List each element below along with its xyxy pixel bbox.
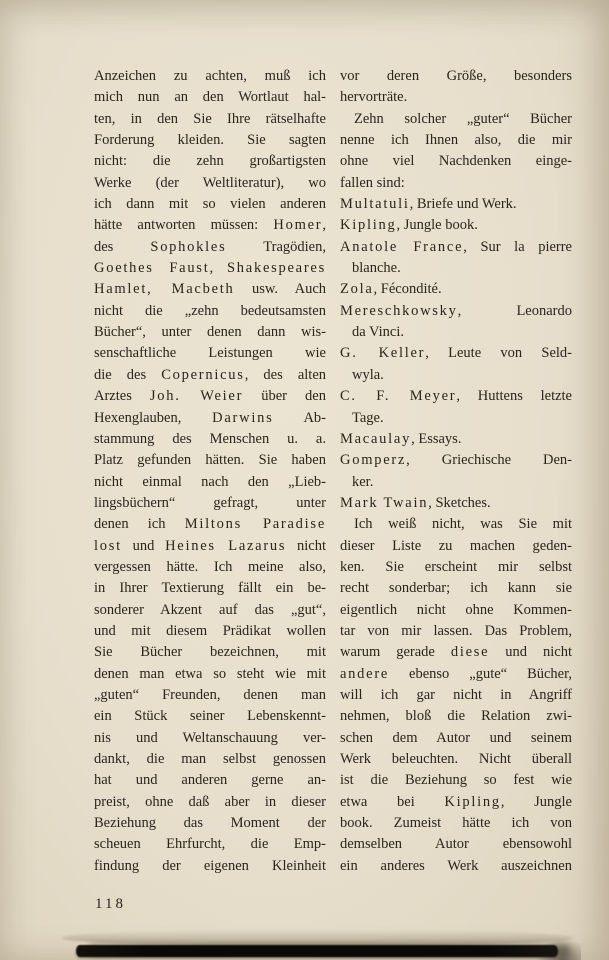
text-run: demselben Autor ebensowohl: [340, 836, 572, 853]
text-run: und: [121, 537, 166, 554]
text-run: stammung des Menschen u. a.: [94, 430, 326, 447]
text-columns: [94, 66, 572, 877]
text-run: nicht: die zehn großartigsten: [94, 153, 326, 170]
text-line: [340, 215, 572, 236]
text-run: ohne viel Nachdenken einge-: [340, 153, 572, 170]
emphasized-text-run: Anatole France: [340, 238, 464, 255]
text-line: [340, 472, 572, 493]
text-run: nenne ich Ihnen also, die mir: [340, 132, 572, 149]
text-run: Tragödien,: [226, 238, 326, 255]
page-curve-shadow: [62, 930, 573, 946]
emphasized-text-run: Heines Lazarus: [165, 537, 287, 554]
text-line: [94, 578, 326, 599]
emphasized-text-run: lost: [94, 537, 122, 554]
text-run: und mit diesem Prädikat wollen: [94, 622, 326, 639]
text-run: book. Zumeist hätte ich von: [340, 815, 572, 832]
text-run: „guten“ Freunden, denen man: [94, 686, 326, 703]
emphasized-text-run: Kipling: [340, 217, 397, 234]
text-line: [94, 151, 326, 172]
text-line: [340, 237, 572, 258]
text-run: dieser Liste zu machen geden-: [340, 537, 572, 554]
text-line: [340, 151, 572, 172]
text-line: [94, 301, 326, 322]
text-line: [340, 685, 572, 706]
text-run: ebenso „gute“ Bücher,: [389, 665, 572, 682]
text-line: [340, 813, 572, 834]
text-run: , Essays.: [411, 430, 462, 447]
emphasized-text-run: G. Keller: [340, 345, 426, 362]
text-line: [94, 173, 326, 194]
text-line: [340, 728, 572, 749]
text-run: denen ich: [94, 516, 185, 533]
text-line: [94, 664, 326, 685]
text-run: Forderung kleiden. Sie sagten: [94, 132, 326, 149]
text-line: [340, 194, 572, 215]
text-line: [340, 173, 572, 194]
text-run: usw. Auch: [234, 281, 327, 298]
emphasized-text-run: Hamlet, Macbeth: [94, 281, 235, 298]
emphasized-text-run: Homer: [273, 217, 323, 234]
text-run: denen man etwa so steht wie mit: [94, 665, 326, 682]
text-line: [94, 258, 326, 279]
text-line: [340, 258, 572, 279]
text-run: , Fécondité.: [373, 281, 442, 298]
text-line: [94, 493, 326, 514]
text-line: [94, 365, 326, 386]
text-run: sonderer Akzent auf das „gut“,: [94, 601, 326, 618]
text-line: [94, 600, 326, 621]
text-run: ich dann mit so vielen anderen: [94, 196, 326, 213]
book-edge-strip: [76, 945, 558, 957]
emphasized-text-run: Mark Twain: [340, 494, 429, 511]
text-run: fallen sind:: [340, 174, 405, 191]
text-line: [340, 706, 572, 727]
text-run: da Vinci.: [352, 324, 405, 341]
text-line: [94, 536, 326, 557]
text-run: tar von mir lassen. Das Problem,: [340, 622, 572, 639]
emphasized-text-run: C. F. Meyer: [340, 388, 457, 405]
text-line: [94, 813, 326, 834]
emphasized-text-run: Macaulay: [340, 430, 412, 447]
text-line: [340, 664, 572, 685]
text-run: senschaftliche Leistungen wie: [94, 345, 326, 362]
text-line: [340, 856, 572, 877]
text-line: [340, 66, 572, 87]
emphasized-text-run: Sophokles: [150, 238, 227, 255]
text-run: in Ihrer Textierung fällt ein be-: [94, 580, 326, 597]
text-line: [94, 514, 326, 535]
text-line: [340, 450, 572, 471]
text-run: ,: [209, 260, 227, 277]
text-run: ker.: [352, 473, 374, 490]
text-run: Zehn solcher „guter“ Bücher: [354, 110, 572, 127]
text-line: [94, 792, 326, 813]
text-line: [340, 408, 572, 429]
text-run: , Briefe und Werk.: [409, 196, 517, 213]
text-line: [340, 557, 572, 578]
text-line: [340, 514, 572, 535]
text-line: [94, 749, 326, 770]
text-run: Anzeichen zu achten, muß ich: [94, 68, 326, 84]
text-line: [94, 472, 326, 493]
text-line: [340, 386, 572, 407]
text-line: [340, 834, 572, 855]
text-line: [94, 685, 326, 706]
text-run: , Huttens letzte: [456, 388, 572, 405]
text-run: Sie Bücher bezeichnen, mit: [94, 644, 326, 661]
text-line: [340, 536, 572, 557]
text-run: Tage.: [352, 409, 384, 426]
text-run: des: [94, 238, 151, 255]
page-number: 118: [95, 896, 126, 912]
text-line: [340, 493, 572, 514]
text-run: nicht die „zehn bedeutsamsten: [94, 302, 326, 319]
text-run: etwa bei: [340, 793, 445, 810]
text-line: [94, 87, 326, 108]
text-line: [94, 322, 326, 343]
text-run: ,: [322, 217, 326, 234]
text-run: lingsbüchern“ gefragt, unter: [94, 494, 326, 511]
text-line: [340, 343, 572, 364]
text-line: [94, 429, 326, 450]
text-line: [94, 706, 326, 727]
emphasized-text-run: Mereschkowsky: [340, 302, 458, 319]
text-run: , Jungle: [500, 793, 572, 810]
text-line: [94, 343, 326, 364]
emphasized-text-run: Zola: [340, 281, 374, 298]
text-run: blanche.: [352, 260, 401, 277]
text-run: , des alten: [244, 366, 326, 383]
text-line: [340, 365, 572, 386]
text-run: preist, ohne daß aber in dieser: [94, 793, 326, 810]
text-run: mich nun an den Wortlaut hal-: [94, 89, 326, 106]
text-line: [340, 792, 572, 813]
text-run: nis und Weltanschauung ver-: [94, 729, 326, 746]
text-run: , Sketches.: [428, 494, 491, 511]
text-run: ein Stück seiner Lebenskennt-: [94, 708, 326, 725]
text-run: Hexenglauben,: [94, 409, 213, 426]
text-line: [340, 429, 572, 450]
text-line: [340, 578, 572, 599]
text-run: Beziehung das Moment der: [94, 815, 326, 832]
emphasized-text-run: Darwins: [212, 409, 274, 426]
text-line: [94, 834, 326, 855]
text-column-left: [94, 66, 326, 877]
text-run: findung der eigenen Kleinheit: [94, 857, 326, 874]
text-run: ten, in den Sie Ihre rätselhafte: [94, 110, 326, 127]
text-run: hätte antworten müssen:: [94, 217, 274, 234]
text-run: über den: [243, 388, 326, 405]
text-line: [94, 130, 326, 151]
text-line: [340, 322, 572, 343]
text-line: [340, 301, 572, 322]
text-line: [340, 621, 572, 642]
text-run: ein anderes Werk auszeichnen: [340, 857, 572, 874]
text-line: [94, 194, 326, 215]
text-run: vergessen hätte. Ich meine also,: [94, 558, 326, 575]
text-line: [340, 770, 572, 791]
text-run: Ab-: [273, 409, 326, 426]
text-run: warum gerade: [340, 644, 451, 661]
text-line: [94, 728, 326, 749]
text-run: recht sonderbar; ich kann sie: [340, 580, 572, 597]
text-line: [94, 770, 326, 791]
emphasized-text-run: Kipling: [444, 793, 501, 810]
text-run: scheuen Ehrfurcht, die Emp-: [94, 836, 326, 853]
text-line: [340, 749, 572, 770]
text-line: [94, 215, 326, 236]
text-run: dankt, die man selbst genossen: [94, 751, 326, 767]
text-line: [94, 109, 326, 130]
text-line: [94, 621, 326, 642]
text-line: [340, 87, 572, 108]
emphasized-text-run: Gomperz: [340, 452, 407, 469]
text-line: [340, 600, 572, 621]
emphasized-text-run: Miltons Paradise: [184, 516, 326, 533]
text-line: [94, 408, 326, 429]
text-line: [340, 642, 572, 663]
text-run: hervorträte.: [340, 89, 408, 106]
text-run: Arztes: [94, 388, 150, 405]
text-run: schen dem Autor und seinem: [340, 729, 572, 746]
text-run: , Sur la pierre: [463, 238, 572, 255]
text-run: ist die Beziehung so fest wie: [340, 772, 572, 789]
emphasized-text-run: Goethes Faust: [94, 260, 210, 277]
text-run: , Griechische Den-: [406, 452, 572, 469]
text-run: , Leonardo: [457, 302, 572, 319]
text-run: und nicht: [489, 644, 572, 661]
text-run: die des: [94, 366, 162, 383]
text-line: [94, 279, 326, 300]
text-line: [94, 642, 326, 663]
text-line: [94, 237, 326, 258]
text-run: nicht: [286, 537, 326, 554]
text-run: wyla.: [352, 366, 384, 383]
text-line: [340, 279, 572, 300]
text-run: vor deren Größe, besonders: [340, 68, 572, 84]
text-run: nehmen, bloß die Relation zwi-: [340, 708, 572, 725]
emphasized-text-run: andere: [340, 665, 390, 682]
text-run: , Leute von Seld-: [425, 345, 572, 362]
text-run: will ich gar nicht in Angriff: [340, 686, 572, 703]
text-run: hat und anderen gerne an-: [94, 772, 326, 789]
text-run: ken. Sie erscheint mir selbst: [340, 558, 572, 575]
text-run: nicht einmal nach den „Lieb-: [94, 473, 326, 490]
emphasized-text-run: Joh. Weier: [149, 388, 244, 405]
text-run: , Jungle book.: [396, 217, 478, 234]
text-run: Platz gefunden hätten. Sie haben: [94, 452, 326, 469]
text-line: [94, 66, 326, 87]
text-line: [340, 109, 572, 130]
emphasized-text-run: Shakespeares: [227, 260, 326, 277]
text-line: [94, 450, 326, 471]
bottom-right-corner-shadow: [535, 938, 581, 960]
text-run: Werke (der Weltliteratur), wo: [94, 174, 326, 191]
text-run: Bücher“, unter denen dann wis-: [94, 324, 326, 341]
text-run: Ich weiß nicht, was Sie mit: [354, 516, 572, 533]
emphasized-text-run: Copernicus: [161, 366, 245, 383]
text-column-right: [340, 66, 572, 877]
text-run: Werk beleuchten. Nicht überall: [340, 751, 572, 767]
text-line: [340, 130, 572, 151]
emphasized-text-run: Multatuli: [340, 196, 410, 213]
text-line: [94, 386, 326, 407]
emphasized-text-run: diese: [450, 644, 490, 661]
text-run: eigentlich nicht ohne Kommen-: [340, 601, 572, 618]
text-line: [94, 856, 326, 877]
text-line: [94, 557, 326, 578]
